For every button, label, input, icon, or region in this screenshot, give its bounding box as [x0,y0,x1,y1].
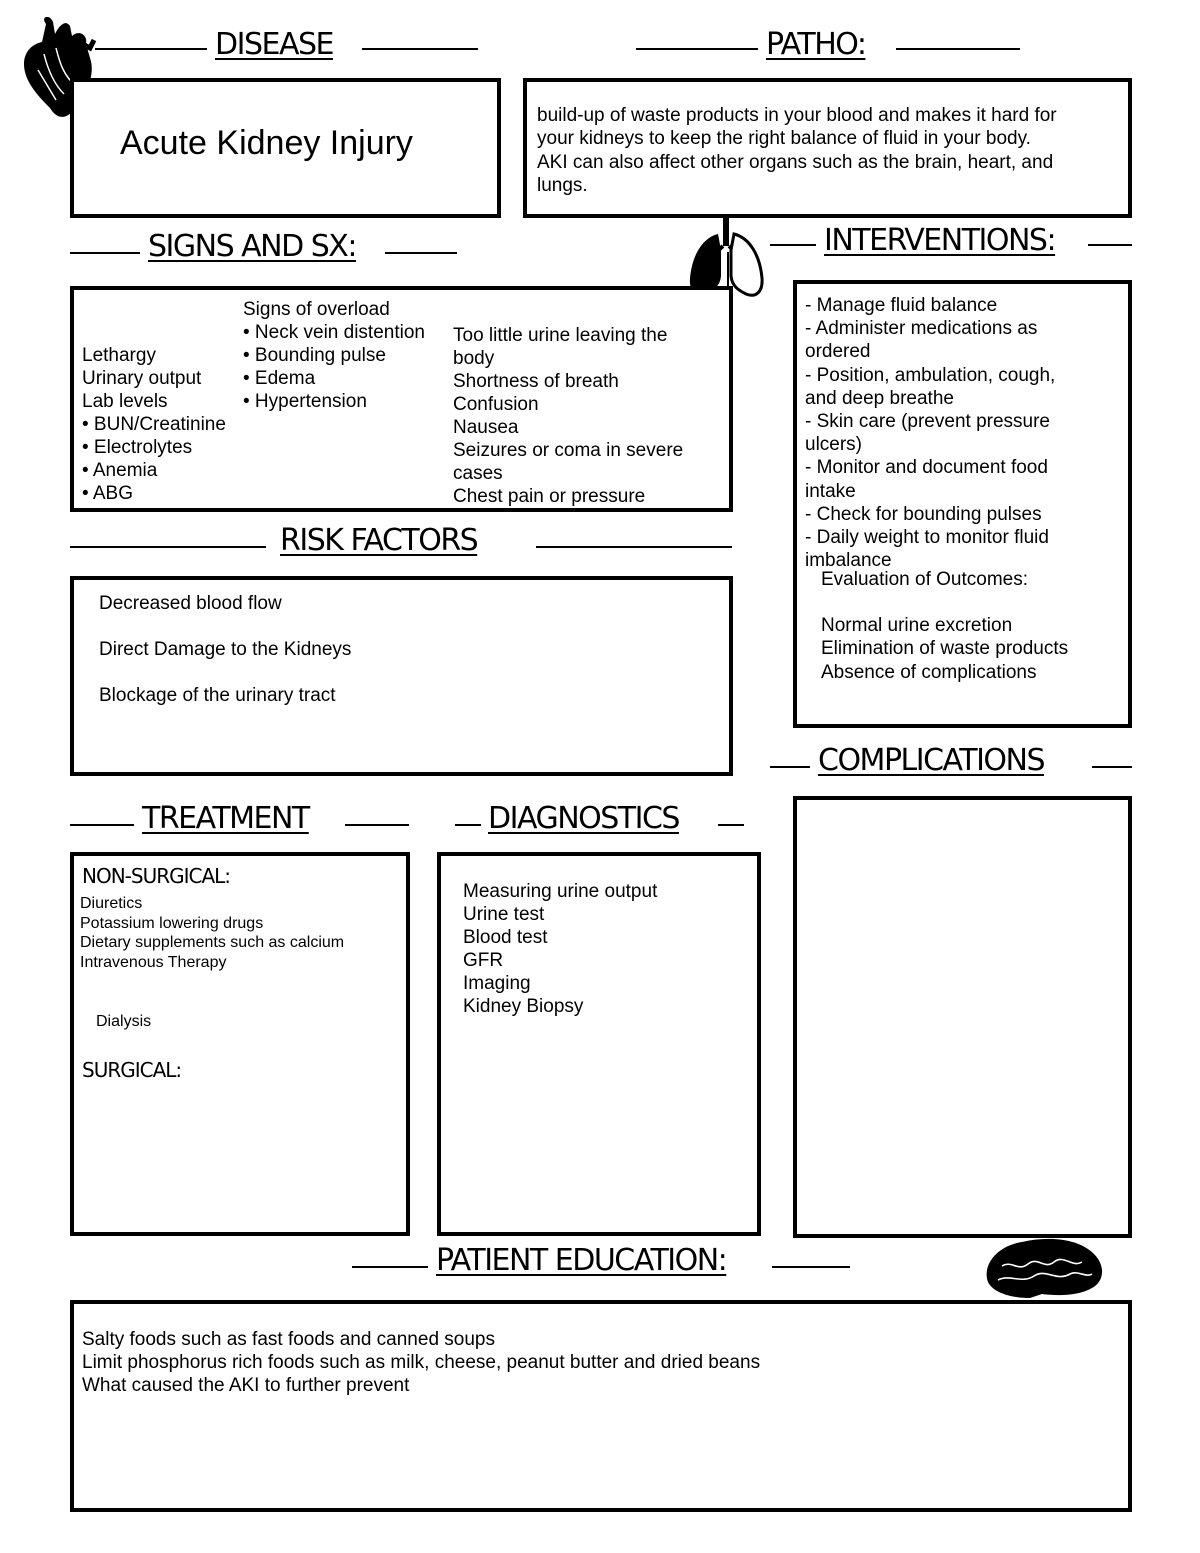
complications-heading: COMPLICATIONS [818,743,1045,778]
surgical-label: SURGICAL: [82,1058,182,1082]
intervention-item: and deep breathe [805,387,954,409]
dialysis-item: Dialysis [96,1013,152,1030]
diagnostics-box [437,852,761,1236]
treatment-item: Potassium lowering drugs [80,914,264,932]
patho-box [523,78,1132,218]
outcome-item: Absence of complications [821,661,1037,683]
interventions-list [805,294,1055,572]
diagnostic-item: Imaging [463,973,531,994]
heading-rule [70,824,134,826]
education-box [70,1300,1132,1512]
intervention-item: - Monitor and document food [805,457,1048,479]
sign-item: Seizures or coma in severe [453,440,684,461]
heading-rule [1088,244,1132,246]
risk-box [70,576,733,776]
heading-rule [95,48,207,50]
education-item: Limit phosphorus rich foods such as milk, cheese, peanut butter and dried beans [82,1352,761,1373]
intervention-item: intake [805,480,856,502]
interventions-heading: INTERVENTIONS: [824,223,1056,258]
diagnostics-list [463,880,657,1018]
heading-rule [770,766,810,768]
nonsurgical-label: NON-SURGICAL: [82,864,231,888]
sign-item: Urinary output [82,368,202,389]
heading-rule [636,48,758,50]
intervention-item: - Skin care (prevent pressure [805,411,1050,433]
risk-heading: RISK FACTORS [280,523,478,558]
treatment-item: Intravenous Therapy [80,953,227,971]
signs-col-1 [82,344,226,505]
outcome-item: Elimination of waste products [821,638,1069,660]
treatment-item: Diuretics [80,895,143,912]
sign-item: • Anemia [82,460,158,481]
treatment-item: Dietary supplements such as calcium [80,934,345,951]
heading-rule [70,546,266,548]
heading-rule [352,1266,428,1268]
sign-item: Confusion [453,394,539,415]
heading-rule [345,824,409,826]
heading-rule [1092,766,1132,768]
sign-item: Lab levels [82,391,168,412]
heading-rule [536,546,732,548]
signs-heading: SIGNS AND SX: [148,229,356,264]
signs-col-2 [243,298,425,413]
heading-rule [772,1266,850,1268]
interventions-box [793,280,1132,728]
intervention-item: ulcers) [805,434,863,456]
patho-line: AKI can also affect other organs such as the brain, heart, and [537,151,1054,173]
outcome-item: Normal urine excretion [821,615,1013,637]
intervention-item: - Manage fluid balance [805,295,998,316]
education-list [82,1328,760,1397]
risk-list [99,592,351,707]
diagnostic-item: Measuring urine output [463,881,658,902]
outcomes-title: Evaluation of Outcomes: [821,569,1028,590]
brain-icon [982,1236,1106,1300]
sign-item: Chest pain or pressure [453,486,646,507]
complications-box [793,796,1132,1238]
intervention-item: imbalance [805,550,892,572]
sign-item: • Bounding pulse [243,345,386,366]
intervention-item: - Daily weight to monitor fluid [805,527,1049,549]
outcomes-block [821,568,1068,684]
intervention-item: - Administer medications as [805,318,1038,340]
sign-item: Nausea [453,417,519,438]
disease-box [70,78,501,218]
sign-item: Shortness of breath [453,371,619,392]
disease-heading: DISEASE [215,27,333,62]
heading-rule [896,48,1020,50]
signs-overload-title: Signs of overload [243,299,390,320]
diagnostic-item: Blood test [463,927,548,948]
sign-item: Too little urine leaving the [453,325,668,346]
nonsurgical-list [80,894,344,972]
intervention-item: ordered [805,341,871,363]
sign-item: Lethargy [82,345,156,366]
sign-item: • Edema [243,368,316,389]
patho-heading: PATHO: [766,27,866,62]
sign-item: body [453,348,495,369]
patho-line: build-up of waste products in your blood and makes it hard for [537,105,1057,126]
treatment-heading: TREATMENT [142,801,309,836]
diagnostic-item: Kidney Biopsy [463,996,584,1017]
sign-item: • Hypertension [243,391,367,412]
heading-rule [455,824,481,826]
heading-rule [362,48,478,50]
risk-item: Blockage of the urinary tract [99,685,336,706]
intervention-item: - Position, ambulation, cough, [805,364,1056,386]
sign-item: cases [453,463,503,484]
signs-box [70,286,733,512]
diagnostic-item: GFR [463,950,504,971]
intervention-item: - Check for bounding pulses [805,503,1042,525]
patho-text [537,104,1057,197]
patho-line: your kidneys to keep the right balance of fluid in your body. [537,128,1031,150]
education-heading: PATIENT EDUCATION: [436,1243,727,1278]
risk-item: Decreased blood flow [99,593,282,614]
sign-item: • Electrolytes [82,437,193,458]
signs-col-3 [453,324,683,508]
heading-rule [385,252,457,254]
heading-rule [770,244,816,246]
sign-item: • BUN/Creatinine [82,414,226,435]
education-item: Salty foods such as fast foods and canned soups [82,1329,495,1350]
education-item: What caused the AKI to further prevent [82,1375,410,1396]
risk-item: Direct Damage to the Kidneys [99,639,352,660]
heading-rule [718,824,744,826]
diagnostic-item: Urine test [463,904,545,925]
diagnostics-heading: DIAGNOSTICS [488,801,679,836]
sign-item: • ABG [82,483,134,504]
disease-name: Acute Kidney Injury [120,124,413,162]
treatment-box [70,852,410,1236]
patho-line: lungs. [537,174,588,196]
sign-item: • Neck vein distention [243,322,425,343]
heading-rule [70,252,140,254]
